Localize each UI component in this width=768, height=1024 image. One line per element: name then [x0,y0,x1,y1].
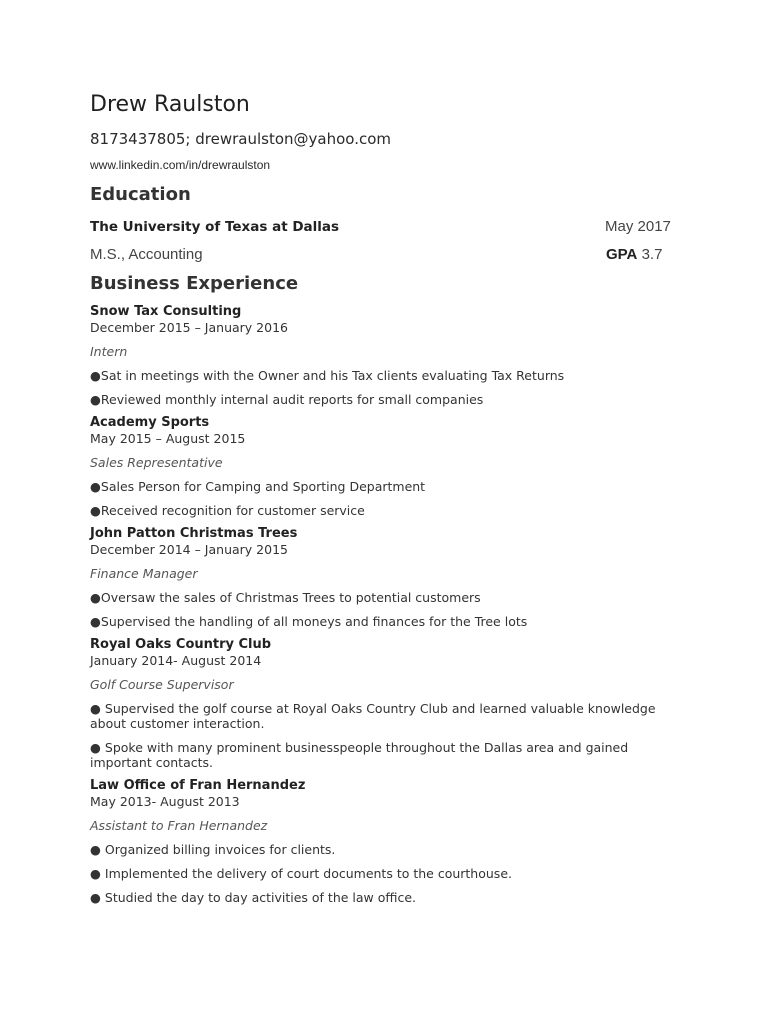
experience-heading: Business Experience [90,273,299,294]
education-gpa [606,246,662,263]
experience-bullets [90,842,680,913]
experience-bullets [90,368,680,415]
experience-company: Royal Oaks Country Club [90,637,272,652]
experience-entry [90,304,680,415]
experience-bullets [90,701,680,778]
experience-role: Sales Representative [90,455,223,470]
experience-bullet: ● Studied the day to day activities of the law office. [90,890,417,905]
experience-dates: May 2015 – August 2015 [90,431,246,446]
education-date: May 2017 [605,218,671,235]
gpa-value: 3.7 [641,246,663,263]
experience-dates: January 2014- August 2014 [90,653,262,668]
experience-role: Golf Course Supervisor [90,677,234,692]
experience-company: Academy Sports [90,415,210,430]
experience-bullet: ●Received recognition for customer service [90,503,365,518]
experience-bullet: ●Sat in meetings with the Owner and his Tax clients evaluating Tax Returns [90,368,565,383]
contact-info: 8173437805; drewraulston@yahoo.com [90,130,391,148]
experience-list [90,304,680,913]
experience-entry [90,526,680,637]
experience-bullet: ●Sales Person for Camping and Sporting Department [90,479,426,494]
experience-role: Finance Manager [90,566,198,581]
experience-bullet: ● Spoke with many prominent businesspeople throughout the Dallas area and gained important contacts. [90,740,629,770]
experience-company: John Patton Christmas Trees [90,526,298,541]
education-heading: Education [90,184,191,205]
resume-name: Drew Raulston [90,92,250,117]
experience-bullet: ●Supervised the handling of all moneys and finances for the Tree lots [90,614,528,629]
education-degree: M.S., Accounting [90,246,203,263]
experience-dates: December 2014 – January 2015 [90,542,288,557]
experience-bullets [90,479,680,526]
experience-entry [90,637,680,778]
experience-role: Intern [90,344,128,359]
experience-company: Snow Tax Consulting [90,304,242,319]
experience-bullet: ● Implemented the delivery of court documents to the courthouse. [90,866,512,881]
experience-entry [90,415,680,526]
experience-entry [90,778,680,913]
experience-company: Law Office of Fran Hernandez [90,778,306,793]
education-school: The University of Texas at Dallas [90,219,340,235]
experience-bullet: ● Supervised the golf course at Royal Oaks Country Club and learned valuable knowledge about customer interaction. [90,701,656,731]
experience-dates: May 2013- August 2013 [90,794,240,809]
experience-dates: December 2015 – January 2016 [90,320,288,335]
linkedin-url: www.linkedin.com/in/drewraulston [90,158,271,172]
experience-bullets [90,590,680,637]
experience-bullet: ●Reviewed monthly internal audit reports for small companies [90,392,484,407]
gpa-label: GPA [606,246,638,263]
experience-bullet: ●Oversaw the sales of Christmas Trees to potential customers [90,590,481,605]
experience-bullet: ● Organized billing invoices for clients. [90,842,336,857]
experience-role: Assistant to Fran Hernandez [90,818,268,833]
